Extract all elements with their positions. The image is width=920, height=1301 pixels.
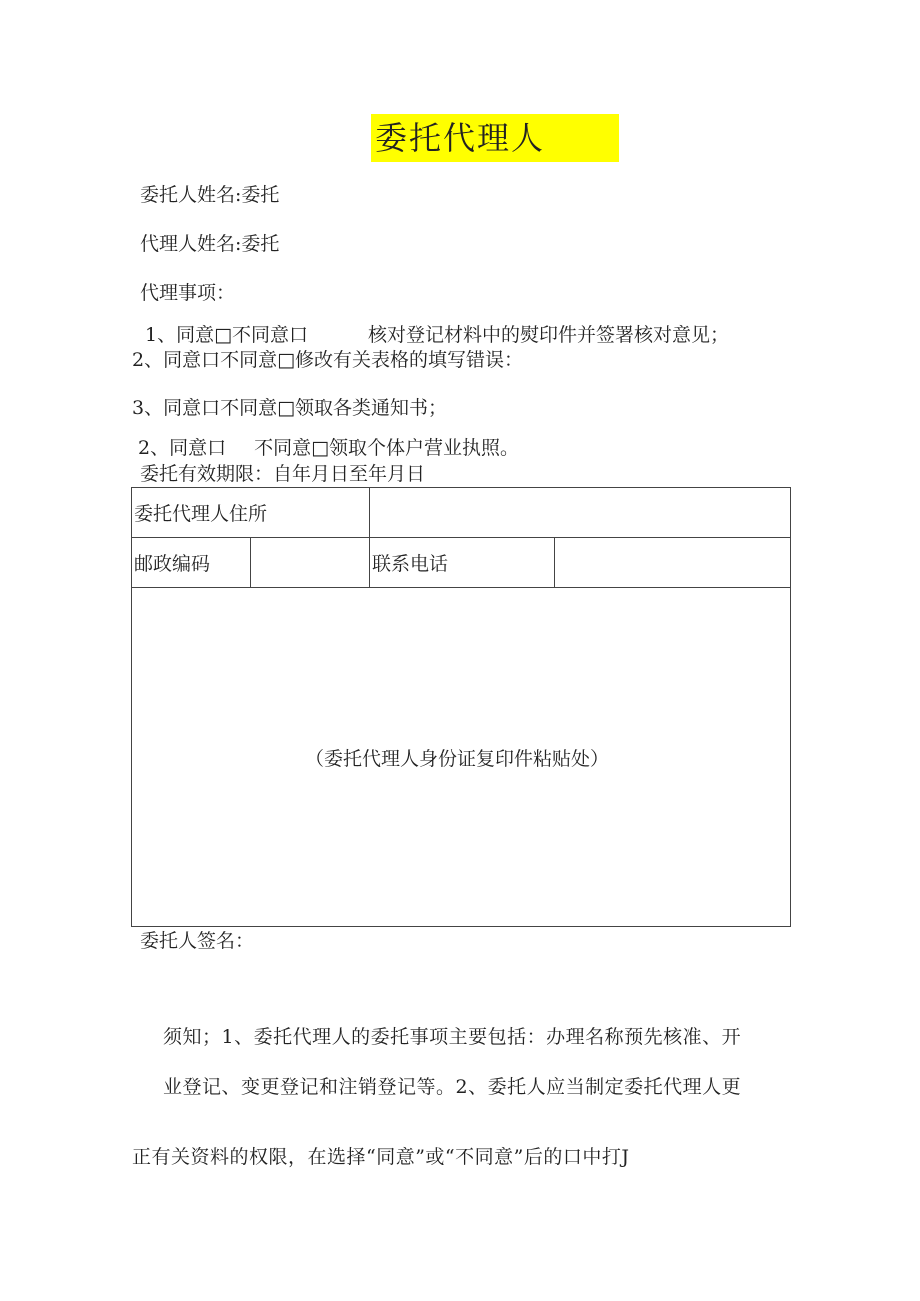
matter-item-4-text: 不同意□领取个体户营业执照。 (254, 437, 520, 459)
notice-line-2: 业登记、变更登记和注销登记等。2、委托人应当制定委托代理人更 (163, 1076, 742, 1098)
matter-item-3 (132, 396, 447, 420)
table-row (132, 488, 791, 538)
address-field[interactable] (370, 488, 791, 538)
address-label: 委托代理人住所 (132, 488, 370, 538)
principal-name: 委托人姓名:委托 (140, 184, 280, 206)
matter-item-1-text: 核对登记材料中的熨印件并签署核对意见； (368, 324, 730, 346)
matter-item-1-lead: 1、同意□不同意口 (145, 324, 309, 346)
postal-code-label: 邮政编码 (132, 538, 251, 588)
matters-heading: 代理事项： (140, 282, 236, 304)
matter-item-4 (138, 436, 519, 460)
notice-line-3: 正有关资料的权限，在选择“同意”或“不同意”后的口中打J (132, 1146, 630, 1168)
agent-info-table (131, 487, 791, 927)
postal-code-field[interactable] (251, 538, 370, 588)
notice-line-1: 须知；1、委托代理人的委托事项主要包括：办理名称预先核准、开 (163, 1026, 742, 1048)
validity-period: 委托有效期限：自年月日至年月日 (140, 463, 426, 485)
table-row (132, 538, 791, 588)
matter-item-2-lead: 2、同意口不同意□修改有关表格的填写错误： (132, 349, 524, 371)
matter-item-2 (132, 348, 523, 372)
signature-label: 委托人签名： (140, 930, 255, 952)
matter-item-4-lead: 2、同意口 (138, 437, 227, 459)
table-row (132, 588, 791, 927)
matter-item-3-lead: 3、同意口不同意□领取各类通知书； (132, 397, 448, 419)
id-copy-paste-area: （委托代理人身份证复印件粘贴处） (132, 588, 791, 927)
matter-item-1 (145, 323, 729, 347)
page-title: 委托代理人 (371, 114, 619, 162)
phone-label: 联系电话 (370, 538, 555, 588)
agent-name: 代理人姓名:委托 (140, 233, 280, 255)
phone-field[interactable] (555, 538, 791, 588)
